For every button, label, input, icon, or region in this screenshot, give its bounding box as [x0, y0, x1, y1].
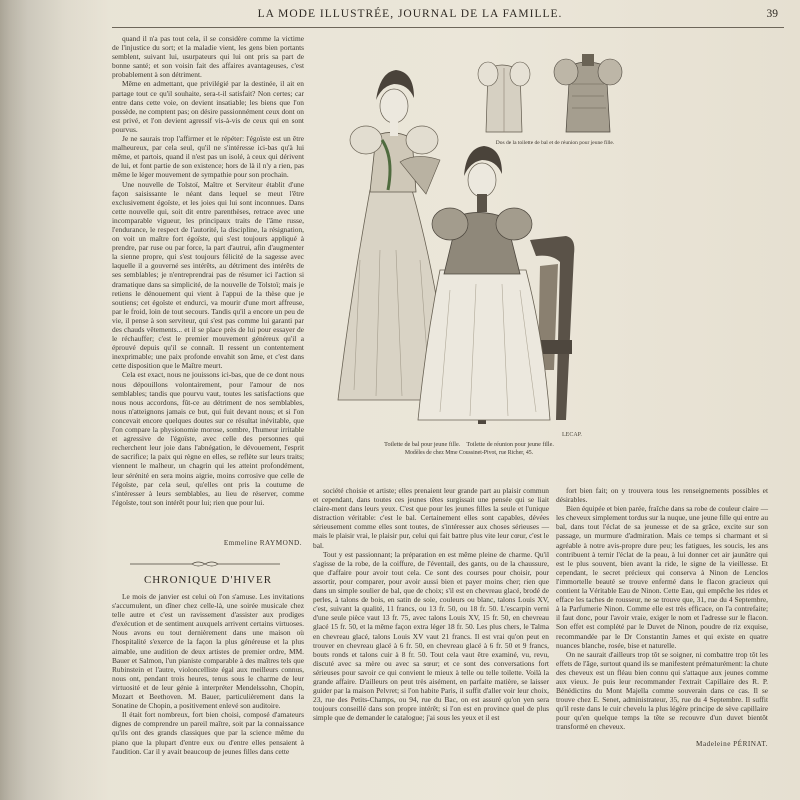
- paragraph: quand il n'a pas tout cela, il se considère comme la victime de l'injustice du sort; et la maladie vient, les gens bien portants semblent, suivant lui, usurpateurs qui lui ont pris sa part de bonne santé; et son voisin fait des affaires avantageuses, c'est probablement à son détriment.: [112, 34, 304, 80]
- paragraph: Une nouvelle de Tolstoï, Maître et Serviteur établit d'une façon saisissante le néant dans lequel se meut l'être exclusivement égoïste, et les joies qui lui sont inconnues. Dans cette nouvelle qui, soit dit entre parenthèses, retrace avec une incomparable vigueur, les principaux traits de l'âme russe, l'endurance, le respect de l'autorité, la discipline, la résignation, on voit un maître fort égoïste, qui s'est toujours appliqué à prendre, par ruse ou par force, la part d'autrui, afin d'augmenter la sienne propre, qui s'est toujours félicité de la sagesse avec laquelle il a gouverné ses intérêts, au détriment des intérêts de ses semblables; je n'entreprendrai pas de résumer ici l'action si dramatique dans sa simplicité, de la nouvelle de Tolstoï; mais je retiens le dénouement qui vient à l'appui de la thèse que je soutiens; cet égoïste et endurci, va mourir d'une mort affreuse, par le froid, loin de tout secours. Tandis qu'il a encore un peu de vie, il pense à son serviteur, qui s'est pas comme lui garanti par des chauds vêtements... et il se place près de lui pour essayer de le réchauffer; c'est le premier mouvement généreux qu'il a éprouvé depuis qu'il se connaît. Il ressent un contentement inexprimable; une paix profonde envahit son âme, et c'est dans cette disposition que le Maître meurt.: [112, 179, 304, 371]
- caption-credit: Modèles de chez Mme Coussinet-Pivot, rue Richer, 45.: [404, 450, 534, 456]
- author-signature-right: Madeleine PÉRINAT.: [696, 740, 768, 748]
- page-gutter-shadow: [0, 0, 110, 800]
- paragraph: Le mois de janvier est celui où l'on s'amuse. Les invitations s'accumulent, un dîner chez celle-là, une soirée musicale chez telle autre et c'est un ravissement d'assister aux prodiges d'exécution et de sentiment auxquels arrivent certains virtuoses. Nous avons eu tout dernièrement dans une maison où l'hospitalité s'exerce de la façon la plus généreuse et la plus aimable, une audition de deux artistes de premier ordre, MM. Bauer et Salmon, l'un pianiste comparable à des maîtres tels que Rubinstein et l'autre, violoncelliste égal aux meilleurs connus, nous ont, pendant trois heures, tenus sous le charme de leur virtuosité et de leur génie à interpréter Mendelssohn, Chopin, Mozart et Beethoven. M. Bauer, particulièrement dans la Sonatine de Chopin, a positivement enlevé son auditoire.: [112, 592, 304, 711]
- right-column: [556, 486, 769, 732]
- paragraph: Cela est exact, nous ne jouissons ici-bas, que de ce dont nous nous dépouillons volontairement, pour l'amour de nos semblables; tandis que pourvu vaut, toutes les satisfactions que nous nous accordons, fût-ce au détriment de nos semblables, nous n'atteignons jamais ce but, qui fuit devant nous; et si l'on concevait encore quelques doutes sur ce résultat inévitable, que l'on compare la physionomie morose, sombre, l'humeur irritable et agressive de l'égoïste, avec celle des personnes qui recherchent leur joie dans l'abnégation, le dévouement, l'esprit de sacrifice; la paix qui règne en elles, se reflète sur leurs traits; viennent le malheur, un chagrin qui les atteint profondément, leur sérénité en sera moins aigrie, moins corrosive que celle de l'égoïste, par cela seul, qu'elles ont pris la coutume de s'intéresser à leurs semblables, au lieu de réserver, comme l'égoïste, tout son intérêt pour lui; rien que pour lui.: [112, 370, 304, 507]
- engraver-mark: LECAP.: [562, 432, 582, 438]
- paragraph: fort bien fait; on y trouvera tous les renseignements possibles et désirables.: [556, 486, 768, 505]
- paragraph: On ne saurait d'ailleurs trop tôt se soigner, ni combattre trop tôt les effets de l'âge, surtout quand ils se manifestent prématurément: la chute des cheveux est un fléau bien connu qui s'attaque aux jeunes comme aux vieux. Je puis leur recommander l'extrait Capillaire des R. P. Bénédictins du Mont Majella comme souverain dans ce cas. Il se trouve chez E. Senet, administrateur, 35, rue du 4 Septembre. Il suffit qu'il reste dans le cuir chevelu la plus légère principe de sève capillaire pour qu'en quelque temps la tête se recouvre d'un duvet bientôt transformé en cheveux.: [556, 649, 768, 732]
- paragraph: société choisie et artiste; elles prenaient leur grande part au plaisir commun et cependant, dans toutes ces jeunes têtes surgissait une pensée qui se liait claire-ment dans leurs yeux. C'est que pour les jeunes filles la seule et l'unique distraction véritable: c'est le bal. Certainement elles sont capables, dévées sérieusement comme elles sont toutes, de s'intéresser aux choses sérieuses — mais le plaisir vrai, le plaisir pur, celui qui fait battre plus vite leur cœur, c'est le bal.: [313, 486, 549, 550]
- divider-ornament: [130, 560, 280, 568]
- caption-titles: Toilette de bal pour jeune fille. Toilette de réunion pour jeune fille.: [384, 441, 554, 448]
- illustration-caption: [314, 441, 624, 457]
- paragraph: Même en admettant, que privilégié par la destinée, il ait en partage tout ce qu'il souhaite, sera-t-il satisfait? Non certes; car entre dans cette voie, on devient insatiable; les biens que l'on possède, ne comptent pas; on désire passionnément ceux dont on est privé, et l'on devient agressif vis-à-vis de ceux qui en sont pourvus.: [112, 79, 304, 134]
- paragraph: Tout y est passionnant; la préparation en est même pleine de charme. Qu'il s'agisse de la robe, de la coiffure, de l'éventail, des gants, ou de la chaussure, que d'affaire pour avoir tout cela. Ce sont des courses pour choisir, pour assortir, pour comparer, pour avoir aussi bien et payer moins cher; rien que dans un simple soulier de bal, que de choix; s'il est en chevreau glacé, brodé de perles, à talons de bois, en satin de soie, couleurs ou blanc, talons Louis XV, c'est, suivant la qualité, 11 francs, ou 13 fr. 50, ou 18 fr. 50. L'escarpin verni d'une seule pièce vaut 13 fr. 75, avec talons Louis XV, 15 fr. 50, en chevreau glacé 15 fr. 50, et la même façon extra léger 18 fr. 50. Les plus chers, le Talma en chevreau glacé, talons Louis XV vaut 21 francs. Il est vrai qu'on peut en trouver en chevreau glacé à 6 fr. 50, en chevreau glacé à 6 fr. 50 et 9 francs, bouts ronds et talons cuir à 8 fr. 50. Tout cela vaut être examiné, vu, revu, discuté avec sa mère ou avec sa sœur; et ce sont des conversations fort sérieuses pour savoir ce qui convient le mieux à telle ou telle toilette. Voilà la grande affaire. D'ailleurs on peut très aisément, en parfaite matière, se laisser guider par la maison Pelvret; si l'on habite Paris, il suffit d'aller voir leur choix, 23, rue des Petits-Champs, ou 94, rue du Bac, on est assuré qu'on yen sera toujours conseillé dans son propre intérêt; si l'on est en province quel de plus simple que de demander le catalogue; j'ai sous les yeux et il est: [313, 549, 549, 723]
- author-signature: Emmeline RAYMOND.: [223, 539, 302, 547]
- header-rule: [112, 27, 784, 28]
- paragraph: Bien équipée et bien parée, fraîche dans sa robe de couleur claire — les cheveux simplement tordus sur la nuque, une jeune fille qui entre au bal, dans tout l'éclat de sa jeunesse et de sa grâce, excite sur son passage, un murmure d'admiration. Mais ce temps si charmant et si agréable à notre avis-propre dure peu; les fatigues, les soucis, les ans contribuent à ternir l'éclat de la peau, à lui donner cet air jaunâtre qui est le plus souvent, bien avant la ride, le signe de la vieillesse. Et cependant, le secret précieux qui conserva à Ninon de Lenclos l'immortelle beauté se trouve enfermé dans le flacon gracieux qui contient la Véritable Eau de Ninon. Cette Eau, qui empêche les rides et efface les taches de rousseur, ne se trouve que, 31, rue du 4 Septembre, à la Parfumerie Ninon. Comme elle est très efficace, on l'a contrefaite; il faut donc, pour l'avoir vraie, exiger le nom et l'adresse sur le flacon. Son effet est complété par le Duvet de Ninon, poudre de riz exquise, recommandée par le Dr Constantin James et qui existe en quatre nuances blanche, rosée, bise et naturelle.: [556, 504, 769, 650]
- chronique-column: [112, 592, 304, 798]
- running-title: LA MODE ILLUSTRÉE, JOURNAL DE LA FAMILLE.: [257, 8, 563, 20]
- paragraph: Il était fort nombreux, fort bien choisi, composé d'amateurs dignes de comprendre un pareil maître, soit par la connaissance qu'ils ont des grands classiques que par la science même du piano que la plupart d'entre eux ou d'entre elles pensaient à l'audition. Car il y avait beaucoup de jeunes filles dans cette: [112, 710, 304, 756]
- page-number: 39: [766, 8, 778, 20]
- paragraph: Je ne saurais trop l'affirmer et le répéter: l'égoïste est un être malheureux, par cela seul, qu'il ne s'intéresse ici-bas qu'à lui même, et partois, quand il n'est pas un isolé, à ceux qui dérivent de lui, et font partie de son existence; hors de là il n'y a rien, pas même le léger mouvement de sympathie pour son prochain.: [112, 134, 304, 180]
- inset-caption: Dos de la toilette de bal et de réunion pour jeune fille.: [495, 140, 615, 146]
- left-column-essay: [112, 34, 304, 540]
- middle-column: [313, 486, 549, 798]
- section-title-chronique: CHRONIQUE D'HIVER: [143, 574, 273, 586]
- inset-back-views: [474, 40, 632, 140]
